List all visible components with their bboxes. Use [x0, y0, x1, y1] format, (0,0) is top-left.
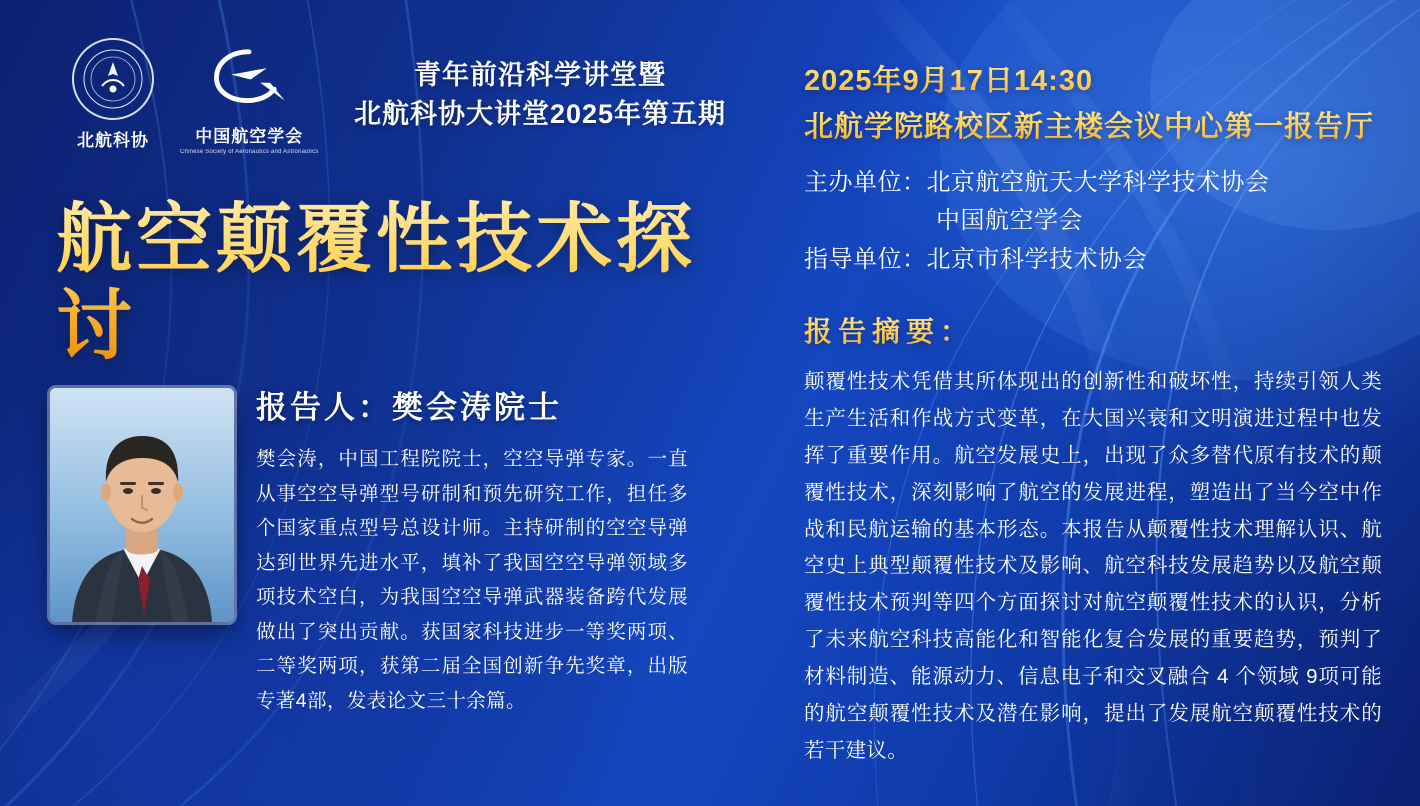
abstract-body: 颠覆性技术凭借其所体现出的创新性和破坏性，持续引领人类生产生活和作战方式变革，在大国兴衰和文明演进过程中也发挥了重要作用。航空发展史上，出现了众多替代原有技术的颠覆性技术，深刻影响了航空的发展进程，塑造出了当今空中作战和民航运输的基本形态。本报告从颠覆性技术理解认识、航空史上典型颠覆性技术及影响、航空科技发展趋势以及航空颠覆性技术预判等四个方面探讨对航空颠覆性技术的认识，分析了未来航空科技高能化和智能化复合发展的重要趋势，预判了材料制造、能源动力、信息电子和交叉融合 4 个领域 9项可能的航空颠覆性技术及潜在影响，提出了发展航空颠覆性技术的若干建议。	[804, 370, 1382, 762]
series-line-2: 北航科协大讲堂2025年第五期	[353, 99, 727, 130]
speaker-bio: 樊会涛，中国工程院院士，空空导弹专家。一直从事空空导弹型号研制和预先研究工作，担任多个国家重点型号总设计师。主持研制的空空导弹达到世界先进水平，填补了我国空空导弹领域多项技术空白，为我国空空导弹武器装备跨代发展做出了突出贡献。获国家科技进步一等奖两项、二等奖两项，获第二届全国创新争先奖章，出版专著4部，发表论文三十余篇。	[256, 448, 688, 712]
organizer-line-1	[804, 164, 1270, 202]
guidance-unit: 北京市科学技术协会	[926, 245, 1147, 273]
logo-csaa-caption: 中国航空学会	[195, 127, 304, 146]
event-datetime: 2025年9月17日14:30	[804, 58, 1093, 99]
series-title	[330, 56, 750, 134]
logo-beihang	[72, 38, 154, 151]
speaker-portrait	[50, 388, 234, 622]
speaker-label: 报告人：樊会涛院士	[256, 390, 562, 425]
page-title: 航空颠覆性技术探讨	[56, 196, 760, 371]
series-line-1: 青年前沿科学讲堂暨	[414, 60, 666, 90]
event-venue: 北航学院路校区新主楼会议中心第一报告厅	[804, 104, 1374, 145]
organizer-label: 主办单位：	[804, 169, 927, 196]
right-column	[790, 0, 1390, 806]
organizer-primary: 北京航空航天大学科学技术协会	[926, 169, 1270, 196]
logo-csaa-subcaption: Chinese Society of Aeronautics and Astronautics	[180, 149, 319, 155]
logo-csaa	[180, 38, 318, 155]
guidance-label: 指导单位：	[804, 245, 927, 273]
organizer-secondary: 中国航空学会	[936, 207, 1083, 235]
beihang-science-association-emblem-icon	[72, 38, 154, 120]
logo-beihang-caption: 北航科协	[77, 131, 149, 150]
logo-group	[72, 38, 318, 155]
chinese-society-of-aeronautics-astronautics-logo-icon	[210, 38, 288, 116]
guidance-line	[804, 241, 1270, 279]
organizer-block	[804, 164, 1270, 279]
abstract-heading: 报告摘要：	[804, 310, 974, 350]
